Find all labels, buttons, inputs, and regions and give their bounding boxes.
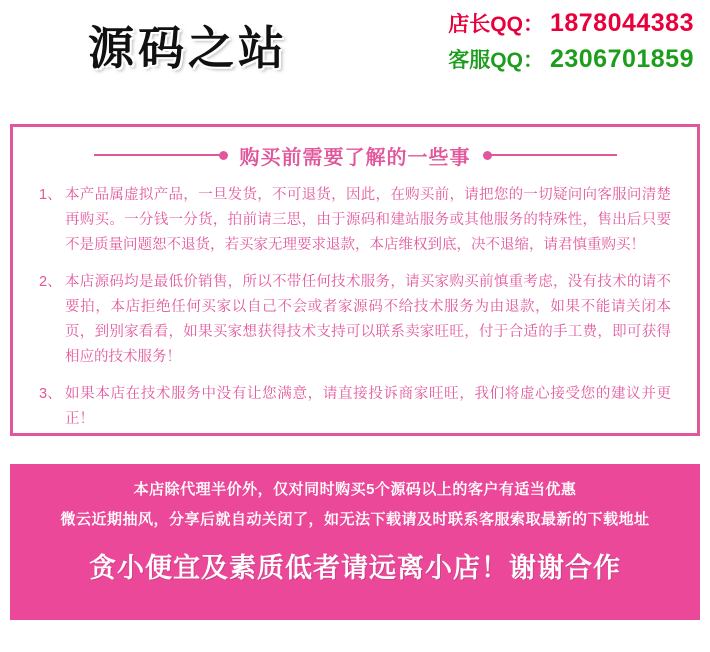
service-qq-label: 客服QQ： [448,49,544,72]
footer-banner [10,464,700,620]
title-rule-right [487,154,617,156]
header-banner [0,0,710,112]
owner-qq-number: 1878044383 [549,9,694,37]
list-item-number: 3、 [39,385,62,402]
notice-box [10,124,700,436]
contact-row-service [394,44,694,74]
shop-logo-text: 源码之站 [88,23,288,74]
title-dot-left-icon [219,151,228,160]
list-item-text: 如果本店在技术服务中没有让您满意，请直接投诉商家旺旺，我们将虚心接受您的建议并更正！ [65,385,671,427]
owner-qq-label: 店长QQ： [448,13,544,36]
notice-title-row [13,127,697,183]
footer-line-1: 本店除代理半价外，仅对同时购买5个源码以上的客户有适当优惠 [133,481,577,498]
footer-headline: 贪小便宜及素质低者请远离小店！谢谢合作 [89,553,621,583]
service-qq-number: 2306701859 [549,45,694,73]
list-item [39,270,671,370]
list-item-number: 1、 [39,187,62,203]
contact-block [394,8,694,80]
title-dot-right-icon [483,151,492,160]
list-item [39,183,671,258]
title-rule-left [94,154,224,156]
notice-list [13,183,697,431]
list-item [39,382,671,432]
notice-title: 购买前需要了解的一些事 [239,146,471,169]
list-item-text: 本产品属虚拟产品，一旦发货，不可退货，因此，在购买前，请把您的一切疑问向客服问清楚再购买。一分钱一分货，拍前请三思，由于源码和建站服务或其他服务的特殊性，售出后只要不是质量问题恕不退货，若买家无理要求退款，本店维权到底，决不退缩，请君慎重购买！ [65,187,671,253]
list-item-text: 本店源码均是最低价销售，所以不带任何技术服务，请买家购买前慎重考虑，没有技术的请不要拍，本店拒绝任何买家以自己不会或者家源码不给技术服务为由退款，如果不能请关闭本页，到别家看看，如果买家想获得技术支持可以联系卖家旺旺，付于合适的手工费，即可获得相应的技术服务！ [65,273,671,365]
contact-row-owner [394,8,694,38]
footer-line-2: 微云近期抽风，分享后就自动关闭了，如无法下载请及时联系客服索取最新的下载地址 [60,511,650,528]
list-item-number: 2、 [39,273,62,290]
